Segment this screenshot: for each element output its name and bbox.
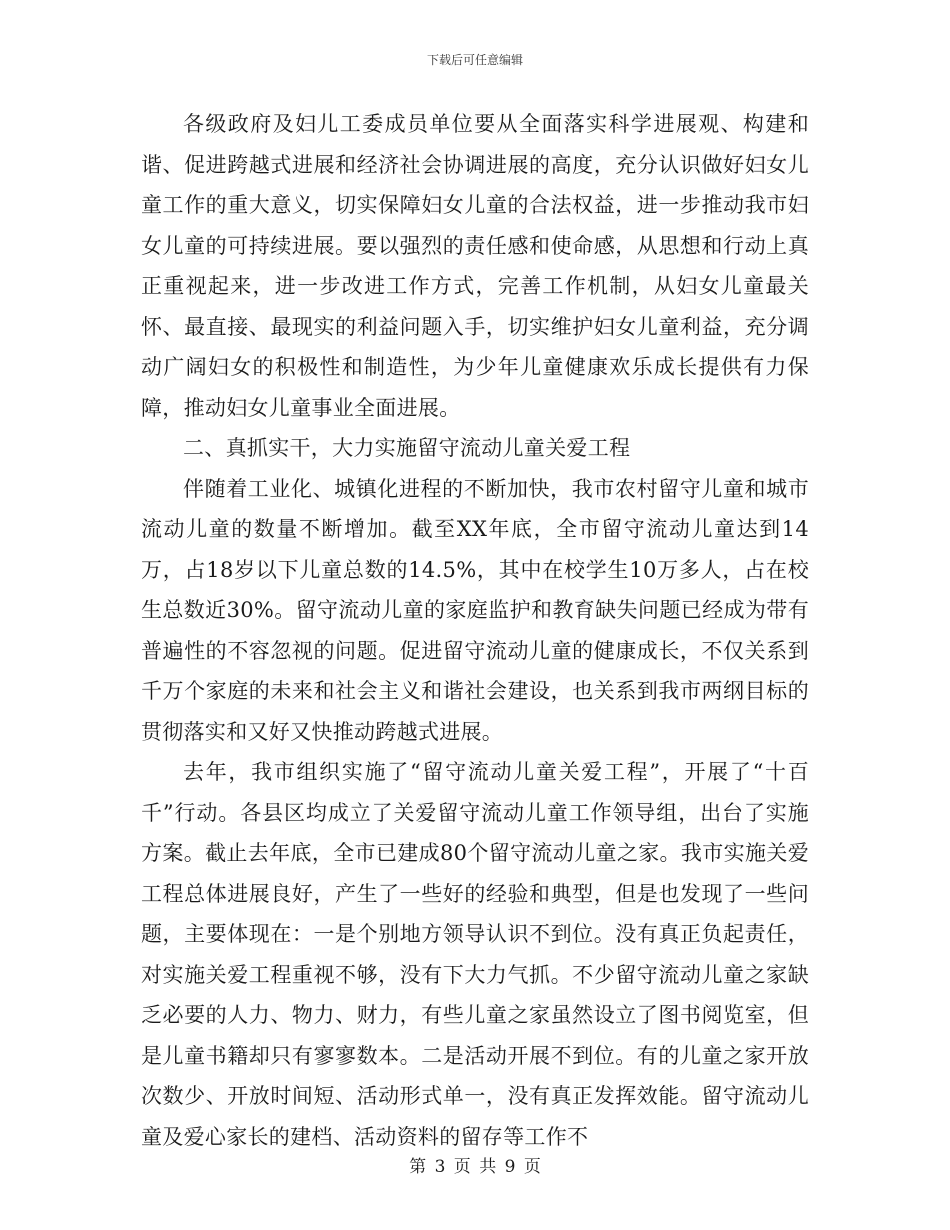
paragraph: 各级政府及妇儿工委成员单位要从全面落实科学进展观、构建和谐、促进跨越式进展和经济社会协调进展的高度，充分认识做好妇女儿童工作的重大意义，切实保障妇女儿童的合法权益，进一步推动我市妇女儿童的可持续进展。要以强烈的责任感和使命感，从思想和行动上真正重视起来，进一步改进工作方式，完善工作机制，从妇女儿童最关怀、最直接、最现实的利益问题入手，切实维护妇女儿童利益，充分调动广阔妇女的积极性和制造性，为少年儿童健康欢乐成长提供有力保障，推动妇女儿童事业全面进展。	[141, 112, 809, 420]
body-text	[141, 104, 809, 1157]
page-header: 下载后可任意编辑	[426, 53, 523, 67]
section-heading: 二、真抓实干，大力实施留守流动儿童关爱工程	[183, 436, 631, 460]
paragraph: 伴随着工业化、城镇化进程的不断加快，我市农村留守儿童和城市流动儿童的数量不断增加。截至XX年底，全市留守流动儿童达到14万，占18岁以下儿童总数的14.5%，其中在校学生10万多人，占在校生总数近30%。留守流动儿童的家庭监护和教育缺失问题已经成为带有普遍性的不容忽视的问题。促进留守流动儿童的健康成长，不仅关系到千万个家庭的未来和社会主义和谐社会建设，也关系到我市两纲目标的贯彻落实和又好又快推动跨越式进展。	[141, 476, 809, 744]
paragraph: 去年，我市组织实施了“留守流动儿童关爱工程”，开展了“十百千”行动。各县区均成立了关爱留守流动儿童工作领导组，出台了实施方案。截止去年底，全市已建成80个留守流动儿童之家。我市实施关爱工程总体进展良好，产生了一些好的经验和典型，但是也发现了一些问题，主要体现在：一是个别地方领导认识不到位。没有真正负起责任，对实施关爱工程重视不够，没有下大力气抓。不少留守流动儿童之家缺乏必要的人力、物力、财力，有些儿童之家虽然设立了图书阅览室，但是儿童书籍却只有寥寥数本。二是活动开展不到位。有的儿童之家开放次数少、开放时间短、活动形式单一，没有真正发挥效能。留守流动儿童及爱心家长的建档、活动资料的留存等工作不	[141, 760, 809, 1149]
page-number: 第 3 页 共 9 页	[409, 1157, 541, 1177]
